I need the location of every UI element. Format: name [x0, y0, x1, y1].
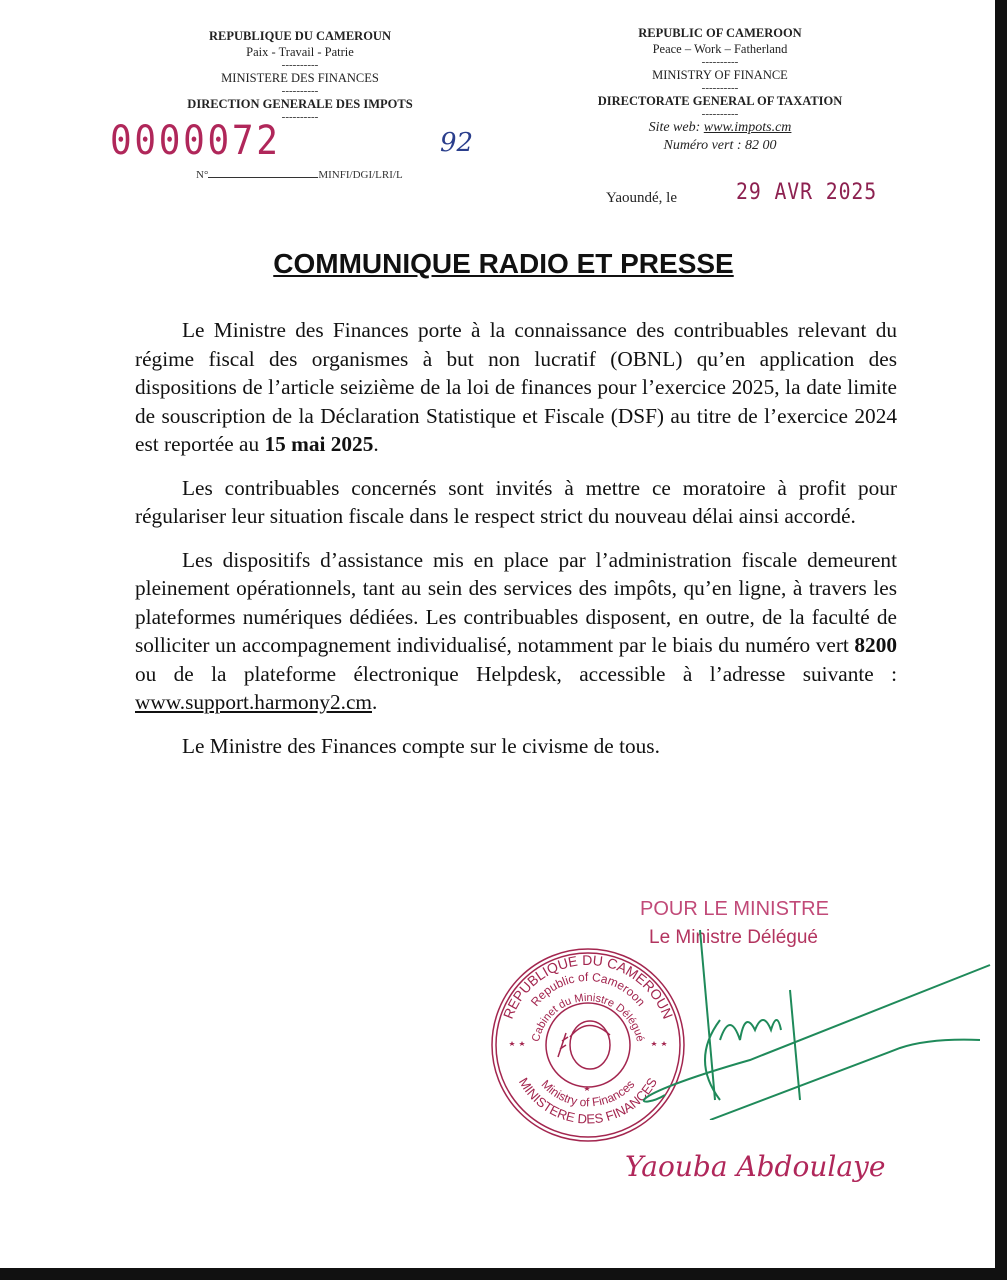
ministry-en: MINISTRY OF FINANCE	[652, 68, 788, 82]
handwritten-number: 92	[440, 128, 474, 158]
site-link[interactable]: www.impots.cm	[703, 120, 792, 135]
ref-suffix: MINFI/DGI/LRI/L	[318, 169, 403, 181]
numero-vert: Numéro vert : 82 00	[663, 138, 777, 153]
p3-end: .	[372, 690, 378, 714]
separator: ----------	[701, 108, 739, 120]
paragraph-4: Le Ministre des Finances compte sur le civisme de tous.	[182, 733, 660, 758]
separator: ----------	[281, 59, 319, 71]
seal-cabinet: Cabinet du Ministre Délégué	[529, 991, 647, 1043]
seal-outer-top: REPUBLIQUE DU CAMEROUN	[499, 951, 677, 1022]
handwritten-signature	[600, 920, 1000, 1120]
ministre-delegue-stamp: Le Ministre Délégué	[649, 927, 818, 948]
country-en: REPUBLIC OF CAMEROON	[638, 26, 802, 40]
seal-outer-bottom: MINISTERE DES FINANCES	[515, 1075, 661, 1127]
p3-text: Les dispositifs d’assistance mis en place par l’administration fiscale demeurent pleinement opérationnels, tant au sein des services des impôts, qu’en ligne, à travers les plateformes numériques dédiées. Les contribuables disposent, en outre, de la faculté de solliciter un accompagnement individualisé, notamment par le biais du numéro vert	[135, 547, 897, 657]
separator: ----------	[701, 56, 739, 68]
date-stamp: 29 AVR 2025	[736, 180, 878, 205]
separator: ----------	[281, 85, 319, 97]
ref-prefix: N°	[196, 169, 209, 181]
reference-number-stamp: 0000072	[110, 118, 281, 164]
separator: ----------	[281, 111, 319, 123]
deadline-date: 15 mai 2025	[264, 432, 374, 456]
seal-inner-top: Republic of Cameroon	[527, 969, 649, 1009]
paragraph-1	[135, 316, 897, 459]
reference-line	[196, 168, 403, 182]
document-body	[135, 316, 897, 775]
website-line	[570, 119, 870, 137]
paragraph-2: Les contribuables concernés sont invités à mettre ce moratoire à profit pour régulariser leur situation fiscale dans le respect strict du nouveau délai ainsi accordé.	[135, 475, 897, 528]
document-title: COMMUNIQUE RADIO ET PRESSE	[273, 248, 734, 279]
directorate-en: DIRECTORATE GENERAL OF TAXATION	[597, 94, 843, 108]
separator: ----------	[701, 82, 739, 94]
signatory-name: Yaouba Abdoulaye	[625, 1150, 886, 1183]
seal-inner-bottom: Ministry of Finances	[538, 1077, 638, 1110]
motto-fr: Paix - Travail - Patrie	[246, 45, 354, 59]
motto-en: Peace – Work – Fatherland	[652, 42, 788, 56]
paragraph-3	[135, 546, 897, 717]
helpdesk-link[interactable]: www.support.harmony2.cm	[135, 690, 372, 714]
hotline-number: 8200	[854, 633, 897, 657]
pour-le-ministre-stamp: POUR LE MINISTRE	[640, 898, 829, 920]
p1-end: .	[373, 432, 379, 456]
header-right	[570, 25, 870, 155]
directorate-fr: DIRECTION GENERALE DES IMPOTS	[187, 97, 413, 111]
p1-text: Le Ministre des Finances porte à la connaissance des contribuables relevant du régime fiscal des organismes à but non lucratif (OBNL) qu’en application des dispositions de l’article seizième de la loi de finances pour l’exercice 2025, la date limite de souscription de la Déclaration Statistique et Fiscale (DSF) au titre de l’exercice 2024 est reportée au	[135, 318, 897, 456]
date-place: Yaoundé, le	[606, 190, 677, 206]
header-left	[170, 28, 430, 122]
p3-mid: ou de la plateforme électronique Helpdesk, accessible à l’adresse suivante :	[135, 661, 897, 686]
ministry-fr: MINISTERE DES FINANCES	[221, 71, 379, 85]
site-label: Site web:	[648, 120, 701, 135]
country-fr: REPUBLIQUE DU CAMEROUN	[209, 29, 391, 43]
